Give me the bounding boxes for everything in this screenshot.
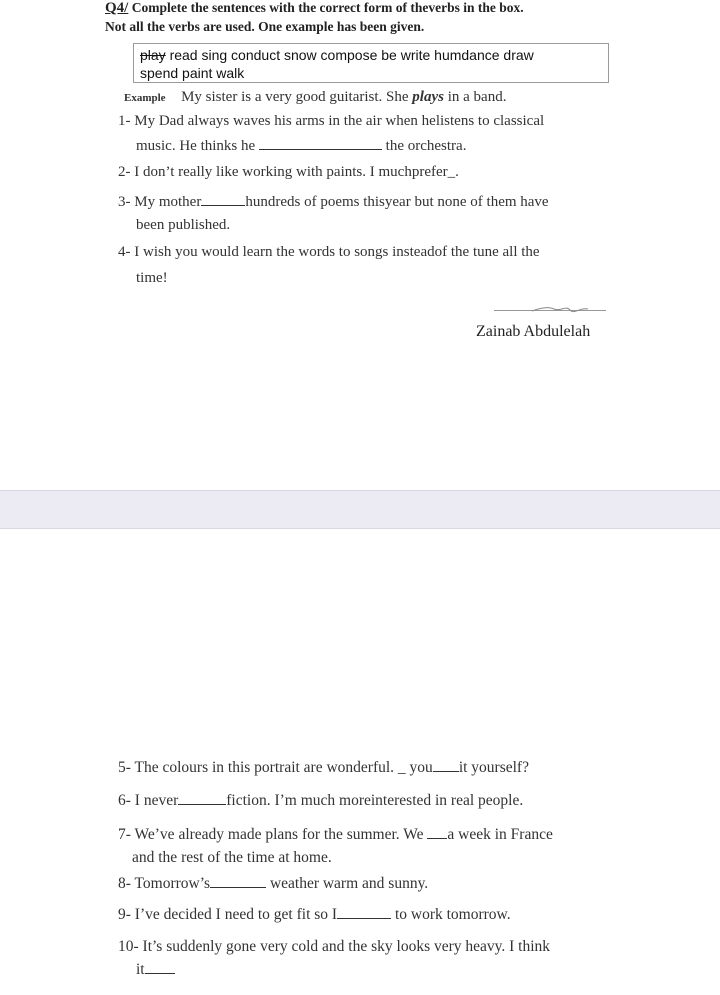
answer-blank[interactable]: [427, 826, 447, 839]
question-number: Q4/: [105, 0, 129, 16]
answer-blank[interactable]: [433, 759, 459, 772]
answer-blank[interactable]: [259, 137, 382, 150]
verb-box: [133, 43, 609, 83]
answer-blank[interactable]: [210, 875, 266, 888]
item-8-line: [118, 875, 428, 893]
item-8-text-a: 8- Tomorrow’s: [118, 875, 211, 892]
item-1-text-b: the orchestra.: [385, 138, 467, 154]
instructions-line-1: [105, 0, 524, 17]
struck-verb: play: [140, 47, 166, 63]
instructions-line-2: Not all the verbs are used. One example has been given.: [105, 19, 425, 34]
item-4-line-1: 4- I wish you would learn the words to songs insteadof the tune all the: [118, 244, 540, 260]
item-9-text-b: to work tomorrow.: [391, 906, 511, 923]
item-6-line: [118, 792, 523, 810]
item-9-line: [118, 906, 511, 924]
example-line: [124, 89, 506, 106]
item-7-line-2: and the rest of the time at home.: [132, 849, 332, 866]
answer-blank[interactable]: [145, 961, 175, 974]
signature-scribble: [530, 302, 590, 316]
example-label: Example: [124, 92, 166, 104]
item-6-text-a: 6- I never: [118, 792, 179, 809]
item-10-line-1: 10- It’s suddenly gone very cold and the sky looks very heavy. I think: [118, 938, 551, 955]
item-9-text-a: 9- I’ve decided I need to get fit so I: [118, 906, 338, 923]
item-3-line-1: [118, 193, 549, 211]
item-1-line-2: [136, 137, 466, 155]
verb-list-1: read sing conduct snow compose be write humdance draw: [165, 47, 534, 63]
instructions-text-1: Complete the sentences with the correct form of theverbs in the box.: [131, 0, 524, 15]
signature-name: Zainab Abdulelah: [476, 323, 591, 340]
item-10-text: it: [136, 961, 145, 978]
item-7-text-a: 7- We’ve already made plans for the summer. We: [118, 826, 428, 843]
verb-box-line-2: spend paint walk: [140, 65, 245, 81]
item-7-text-b: a week in France: [447, 826, 553, 843]
item-3-text-a: 3- My mother: [118, 194, 202, 210]
item-6-text-b: fiction. I’m much moreinterested in real people.: [226, 792, 524, 809]
item-5-text-a: 5- The colours in this portrait are wonderful. _ you: [118, 759, 433, 776]
item-7-line-1: [118, 826, 553, 844]
item-4-line-2: time!: [136, 270, 168, 286]
item-8-text-b: weather warm and sunny.: [266, 875, 429, 892]
verb-box-line-1: [140, 46, 602, 64]
example-text-after: in a band.: [443, 89, 507, 105]
item-5-line: [118, 759, 529, 777]
item-1-line-1: 1- My Dad always waves his arms in the air when helistens to classical: [118, 113, 545, 129]
item-5-text-b: it yourself?: [458, 759, 529, 776]
item-3-line-2: been published.: [136, 217, 231, 233]
answer-blank[interactable]: [337, 906, 391, 919]
item-2-line-1: 2- I don’t really like working with paints. I muchprefer_.: [118, 164, 459, 180]
item-3-text-b: hundreds of poems thisyear but none of them have: [245, 194, 549, 210]
answer-blank[interactable]: [178, 792, 226, 805]
item-1-text-a: music. He thinks he: [136, 138, 256, 154]
answer-blank[interactable]: [201, 193, 245, 206]
example-text-before: My sister is a very good guitarist. She: [181, 89, 413, 105]
page-separator: [0, 490, 720, 529]
example-answer: plays: [412, 89, 444, 105]
item-10-line-2: [136, 961, 175, 979]
